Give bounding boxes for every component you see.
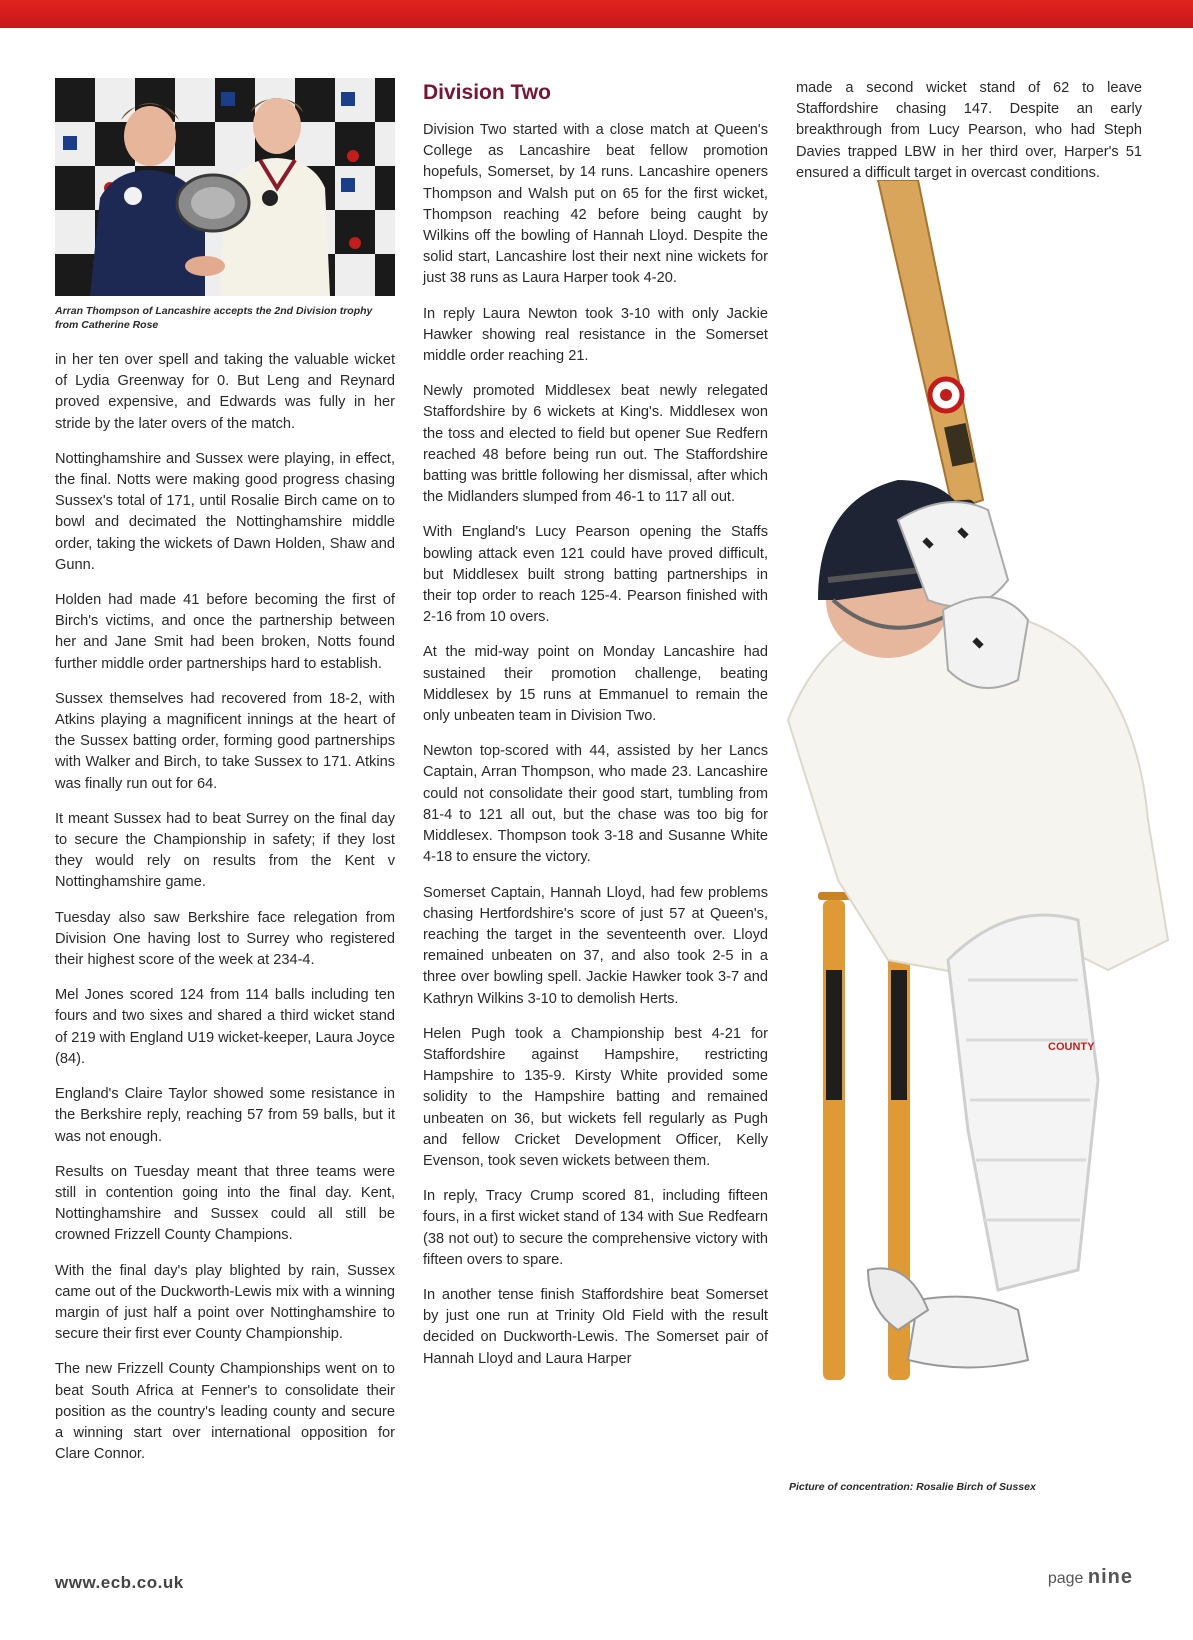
paragraph: in her ten over spell and taking the valuable wicket of Lydia Greenway for 0. But Leng and Reynard proved expensive, and Edwards was fully in her stride by the later overs of the match. (55, 352, 395, 432)
footer-url[interactable]: www.ecb.co.uk (55, 1573, 184, 1592)
photo-illustration (55, 78, 395, 296)
column-2-text (423, 120, 768, 1370)
paragraph: Results on Tuesday meant that three teams were still in contention going into the final day. Kent, Nottinghamshire and Sussex could all still be crowned Frizzell County Champions. (55, 1163, 395, 1244)
paragraph: Division Two started with a close match at Queen's College as Lancashire beat fellow promotion hopefuls, Somerset, by 14 runs. Lancashire openers Thompson and Walsh put on 65 for the first wicket, Thompson reaching 42 before being caught by Wilkins off the bowling of Hannah Lloyd. Despite the solid start, Lancashire lost their next nine wickets for just 38 runs as Laura Harper took 4-20. (423, 122, 768, 287)
page-number-word: nine (1087, 1566, 1133, 1588)
paragraph: made a second wicket stand of 62 to leave Staffordshire chasing 147. Despite an early breakthrough from Lucy Pearson, who had Steph Davies trapped LBW in her third over, Harper's 51 ensured a difficult target in overcast conditions. (796, 80, 1142, 181)
paragraph: In reply Laura Newton took 3-10 with only Jackie Hawker showing real resistance in the Somerset middle order reaching 21. (423, 305, 768, 365)
paragraph: The new Frizzell County Championships went on to beat South Africa at Fenner's to consolidate their position as the country's leading county and secure a winning start over international opposition for Clare Connor. (55, 1361, 395, 1463)
paragraph: With England's Lucy Pearson opening the Staffs bowling attack even 121 could have proved difficult, but Middlesex built strong batting partnerships in their top order to reach 125-4. Pearson finished with 2-16 from 10 overs. (423, 524, 768, 626)
paragraph: Sussex themselves had recovered from 18-2, with Atkins playing a magnificent innings at the heart of the Sussex batting order, forming good partnerships with Walker and Birch, to take Sussex to 171. Atkins was finally run out for 64. (55, 690, 395, 792)
paragraph: In another tense finish Staffordshire beat Somerset by just one run at Trinity Old Field with the result decided on Duckworth-Lewis. The Somerset pair of Hannah Lloyd and Laura Harper (423, 1286, 768, 1367)
top-red-bar (0, 0, 1193, 28)
photo-caption: Picture of concentration: Rosalie Birch of Sussex (789, 1481, 1036, 1493)
paragraph: With the final day's play blighted by rain, Sussex came out of the Duckworth-Lewis mix with a winning margin of just half a point over Nottinghamshire to secure their first ever County Championship. (55, 1262, 395, 1343)
paragraph: Tuesday also saw Berkshire face relegation from Division One having lost to Surrey who registered their highest score of the week at 234-4. (55, 909, 395, 969)
paragraph: Newton top-scored with 44, assisted by her Lancs Captain, Arran Thompson, who made 23. Lancashire could not consolidate their good start, tumbling from 81-4 to 121 all out, but the chase was too big for Middlesex. Thompson took 3-18 and Susanne White 4-18 to ensure the victory. (423, 743, 768, 866)
paragraph: In reply, Tracy Crump scored 81, including fifteen fours, in a first wicket stand of 134 with Sue Redfearn (38 not out) to secure the comprehensive victory with fifteen overs to spare. (423, 1188, 768, 1268)
page-number (1048, 1566, 1133, 1589)
paragraph: It meant Sussex had to beat Surrey on the final day to secure the Championship in safety; if they lost they would rely on results from the Kent v Nottinghamshire game. (55, 810, 395, 891)
paragraph: Mel Jones scored 124 from 114 balls including ten fours and two sixes and shared a third wicket stand of 219 with England U19 wicket-keeper, Laura Joyce (84). (55, 987, 395, 1067)
paragraph: England's Claire Taylor showed some resistance in the Berkshire reply, reaching 57 from 59 balls, but it was not enough. (55, 1086, 395, 1145)
photo-caption: Arran Thompson of Lancashire accepts the 2nd Division trophy from Catherine Rose (55, 305, 373, 331)
paragraph: Helen Pugh took a Championship best 4-21 for Staffordshire against Hampshire, restricting Hampshire to 135-9. Kirsty White provided some solidity to the Hampshire batting and remained unbeaten on 36, but wickets fell regularly as Pugh and fellow Cricket Development Officer, Kelly Evenson, took seven wickets between them. (423, 1025, 768, 1169)
column-2 (423, 78, 768, 1384)
batter-illustration (748, 180, 1193, 1420)
paragraph: At the mid-way point on Monday Lancashire had sustained their promotion challenge, beating Middlesex by 15 runs at Emmanuel to remain the only unbeaten team in Division Two. (423, 644, 768, 725)
column-1 (55, 78, 395, 1479)
paragraph: Holden had made 41 before becoming the first of Birch's victims, and once the partnership between her and Jane Smit had been broken, Notts found further middle order partnerships hard to establish. (55, 592, 395, 672)
svg-text:COUNTY: COUNTY (1048, 1041, 1095, 1053)
column-3 (796, 78, 1142, 198)
trophy-presentation-photo (55, 78, 395, 296)
batter-photo (748, 180, 1193, 1420)
paragraph: Nottinghamshire and Sussex were playing, in effect, the final. Notts were making good progress chasing Sussex's total of 171, until Rosalie Birch came on to bowl and decimated the Nottinghamshire middle order, taking the wickets of Dawn Holden, Shaw and Gunn. (55, 450, 395, 573)
section-heading: Division Two (423, 81, 551, 104)
paragraph: Somerset Captain, Hannah Lloyd, had few problems chasing Hertfordshire's score of just 57 at Queen's, reaching the target in the seventeenth over. Lloyd remained unbeaten on 37, and also took 2-5 in a three over bowling spell. Jackie Hawker took 3-7 and Kathryn Wilkins 3-10 to demolish Herts. (423, 884, 768, 1007)
column-3-text (796, 78, 1142, 184)
paragraph: Newly promoted Middlesex beat newly relegated Staffordshire by 6 wickets at King's. Middlesex won the toss and elected to field but opener Sue Redfern reached 48 before being run out. The Staffordshire batting was brittle following her dismissal, after which the Midlanders slumped from 46-1 to 117 all out. (423, 383, 768, 506)
column-1-text (55, 350, 395, 1465)
page-word: page (1047, 1570, 1084, 1587)
